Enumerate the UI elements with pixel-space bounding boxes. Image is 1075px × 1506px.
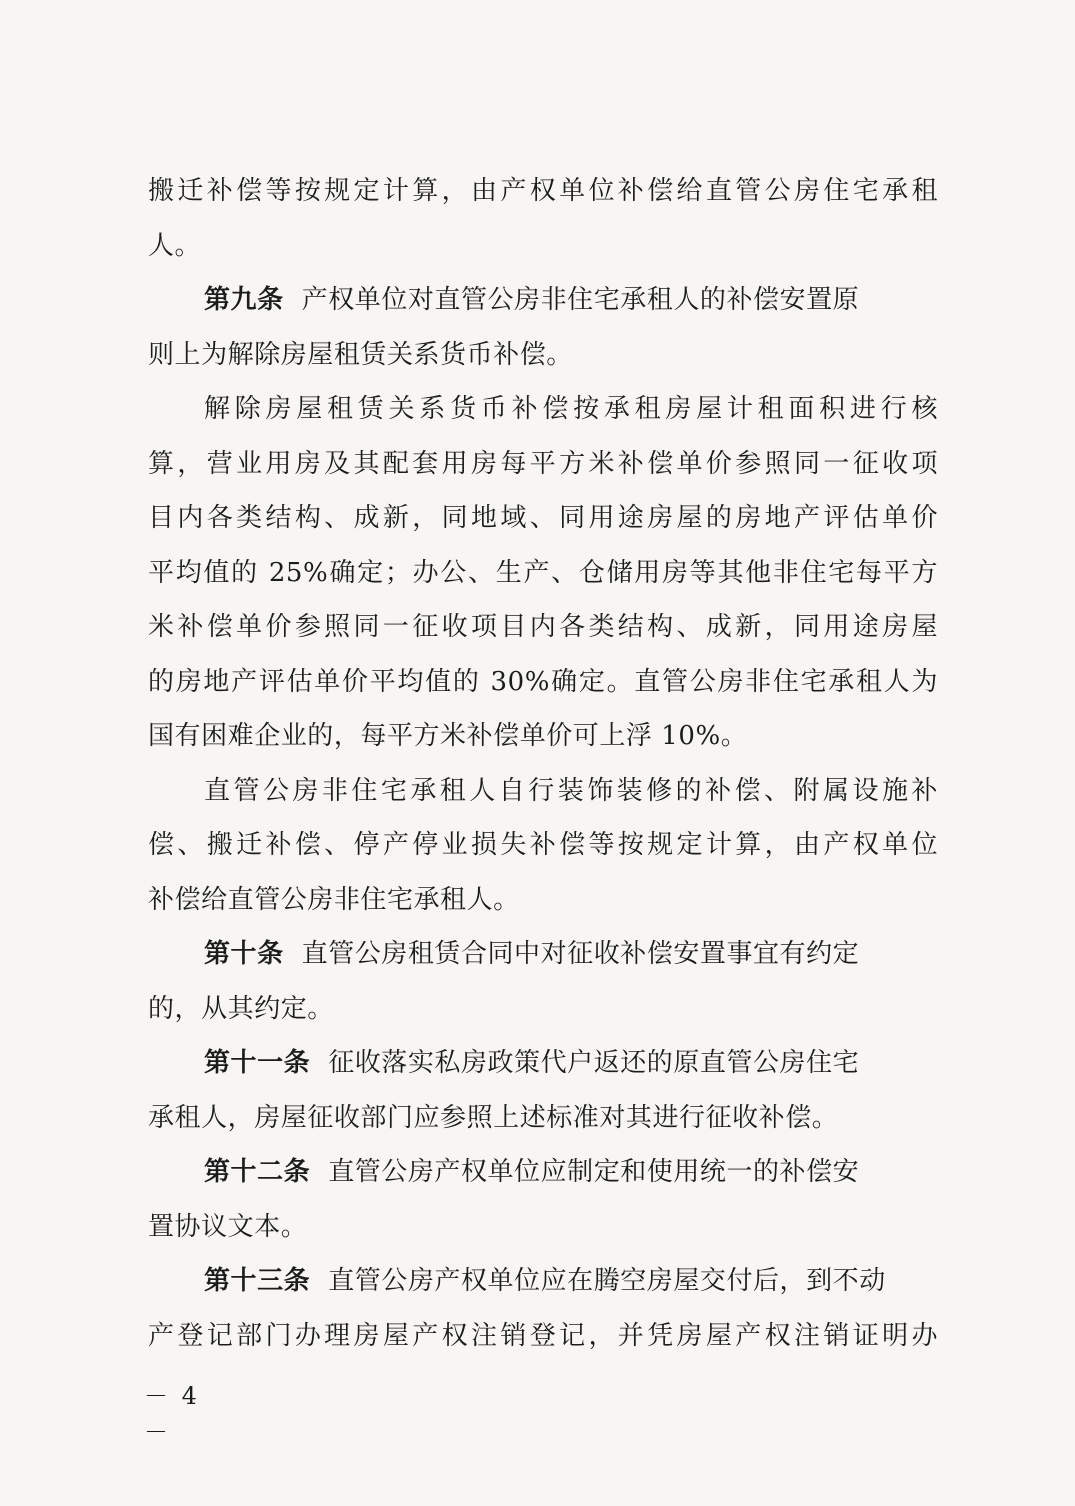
text-line: 算，营业用房及其配套用房每平方米补偿单价参照同一征收项 <box>148 449 938 479</box>
text-line: 目内各类结构、成新，同地域、同用途房屋的房地产评估单价 <box>148 503 938 533</box>
article-heading: 第九条 <box>204 285 284 315</box>
text-line: 直管公房非住宅承租人自行装饰装修的补偿、附属设施补 <box>204 776 938 806</box>
text-span: 直管公房产权单位应制定和使用统一的补偿安 <box>328 1157 860 1187</box>
article-heading: 第十条 <box>204 939 284 969</box>
article-heading: 第十三条 <box>204 1266 311 1296</box>
text-span: 产权单位对直管公房非住宅承租人的补偿安置原 <box>301 285 860 315</box>
text-line: 米补偿单价参照同一征收项目内各类结构、成新，同用途房屋 <box>148 612 938 642</box>
text-line: 搬迁补偿等按规定计算，由产权单位补偿给直管公房住宅承租 <box>148 176 938 206</box>
article-heading: 第十一条 <box>204 1048 311 1078</box>
text-line: 偿、搬迁补偿、停产停业损失补偿等按规定计算，由产权单位 <box>148 830 938 860</box>
text-line: 则上为解除房屋租赁关系货币补偿。 <box>148 340 573 370</box>
article-11-paragraph <box>204 1043 938 1083</box>
text-line: 平均值的 25%确定；办公、生产、仓储用房等其他非住宅每平方 <box>148 558 938 588</box>
article-9-paragraph <box>204 280 938 320</box>
text-line: 补偿给直管公房非住宅承租人。 <box>148 885 520 915</box>
text-line: 人。 <box>148 231 202 261</box>
text-line: 的，从其约定。 <box>148 994 334 1024</box>
text-line: 置协议文本。 <box>148 1212 308 1242</box>
article-10-paragraph <box>204 934 938 974</box>
text-line: 产登记部门办理房屋产权注销登记，并凭房屋产权注销证明办 <box>148 1321 938 1351</box>
text-line: 解除房屋租赁关系货币补偿按承租房屋计租面积进行核 <box>204 394 938 424</box>
text-line: 承租人，房屋征收部门应参照上述标准对其进行征收补偿。 <box>148 1103 839 1133</box>
page-number: － 4 － <box>144 1382 197 1446</box>
text-span: 直管公房产权单位应在腾空房屋交付后，到不动 <box>328 1266 886 1296</box>
text-line: 国有困难企业的，每平方米补偿单价可上浮 10%。 <box>148 721 748 751</box>
text-span: 直管公房租赁合同中对征收补偿安置事宜有约定 <box>301 939 860 969</box>
article-12-paragraph <box>204 1152 938 1192</box>
article-heading: 第十二条 <box>204 1157 311 1187</box>
text-line: 的房地产评估单价平均值的 30%确定。直管公房非住宅承租人为 <box>148 667 938 697</box>
text-span: 征收落实私房政策代户返还的原直管公房住宅 <box>328 1048 860 1078</box>
article-13-paragraph <box>204 1261 938 1301</box>
